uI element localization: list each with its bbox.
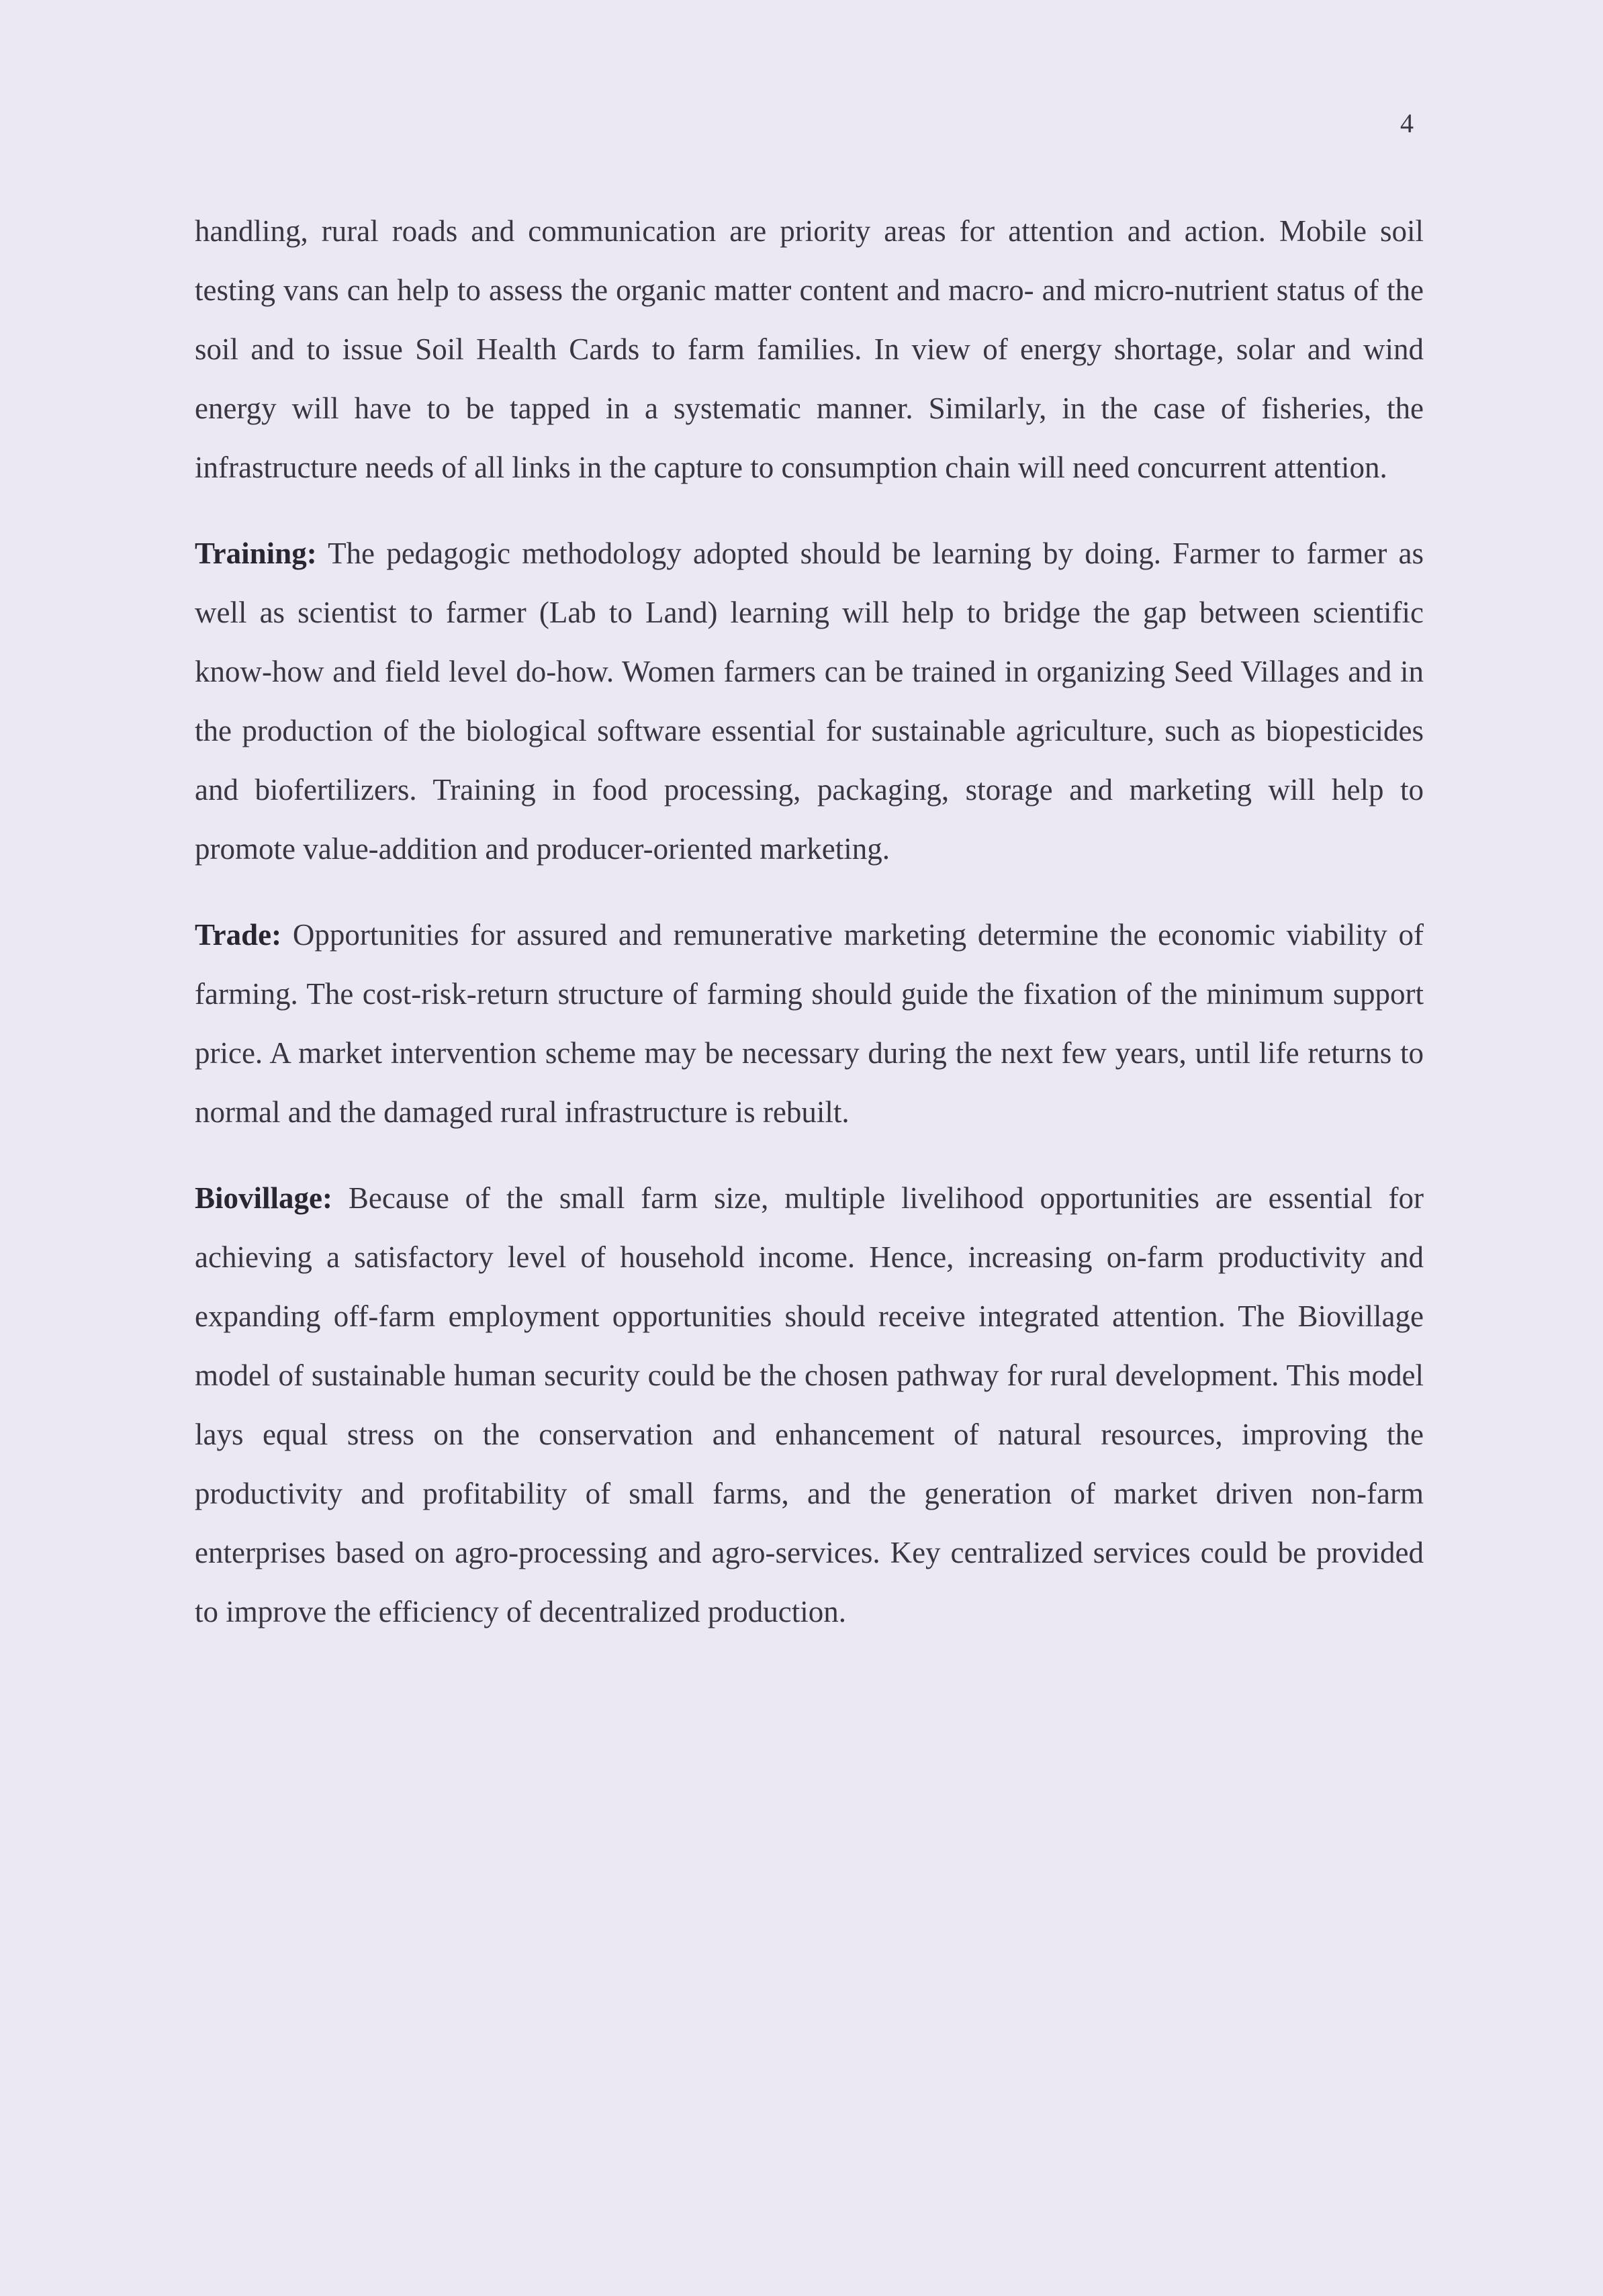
paragraph-heading: Biovillage: — [195, 1181, 332, 1215]
paragraph-text: The pedagogic methodology adopted should be learning by doing. Farmer to farmer as well as scientist to farmer (Lab to Land) learning will help to bridge the gap between scientific know-how and field level do-how. Women farmers can be trained in organizing Seed Villages and in the production of the biological software essential for sustainable agriculture, such as biopesticides and biofertilizers. Training in food processing, packaging, storage and marketing will help to promote value-addition and producer-oriented marketing. — [195, 537, 1424, 866]
paragraph-infrastructure — [195, 201, 1424, 497]
paragraph-heading: Training: — [195, 537, 317, 570]
paragraph-heading: Trade: — [195, 918, 282, 952]
paragraph-text: Opportunities for assured and remunerative marketing determine the economic viability of farming. The cost-risk-return structure of farming should guide the fixation of the minimum support price. A market intervention scheme may be necessary during the next few years, until life returns to normal and the damaged rural infrastructure is rebuilt. — [195, 918, 1424, 1129]
document-body — [195, 201, 1424, 1668]
paragraph-text: Because of the small farm size, multiple livelihood opportunities are essential for achieving a satisfactory level of household income. Hence, increasing on-farm productivity and expanding off-farm employment opportunities should receive integrated attention. The Biovillage model of sustainable human security could be the chosen pathway for rural development. This model lays equal stress on the conservation and enhancement of natural resources, improving the productivity and profitability of small farms, and the generation of market driven non-farm enterprises based on agro-processing and agro-services. Key centralized services could be provided to improve the efficiency of decentralized production. — [195, 1181, 1424, 1628]
paragraph-text: handling, rural roads and communication are priority areas for attention and action. Mobile soil testing vans can help to assess the organic matter content and macro- and micro-nutrient status of the soil and to issue Soil Health Cards to farm families. In view of energy shortage, solar and wind energy will have to be tapped in a systematic manner. Similarly, in the case of fisheries, the infrastructure needs of all links in the capture to consumption chain will need concurrent attention. — [195, 214, 1424, 484]
paragraph-biovillage — [195, 1168, 1424, 1641]
paragraph-training — [195, 524, 1424, 878]
paragraph-trade — [195, 905, 1424, 1142]
page-number: 4 — [1400, 108, 1414, 138]
